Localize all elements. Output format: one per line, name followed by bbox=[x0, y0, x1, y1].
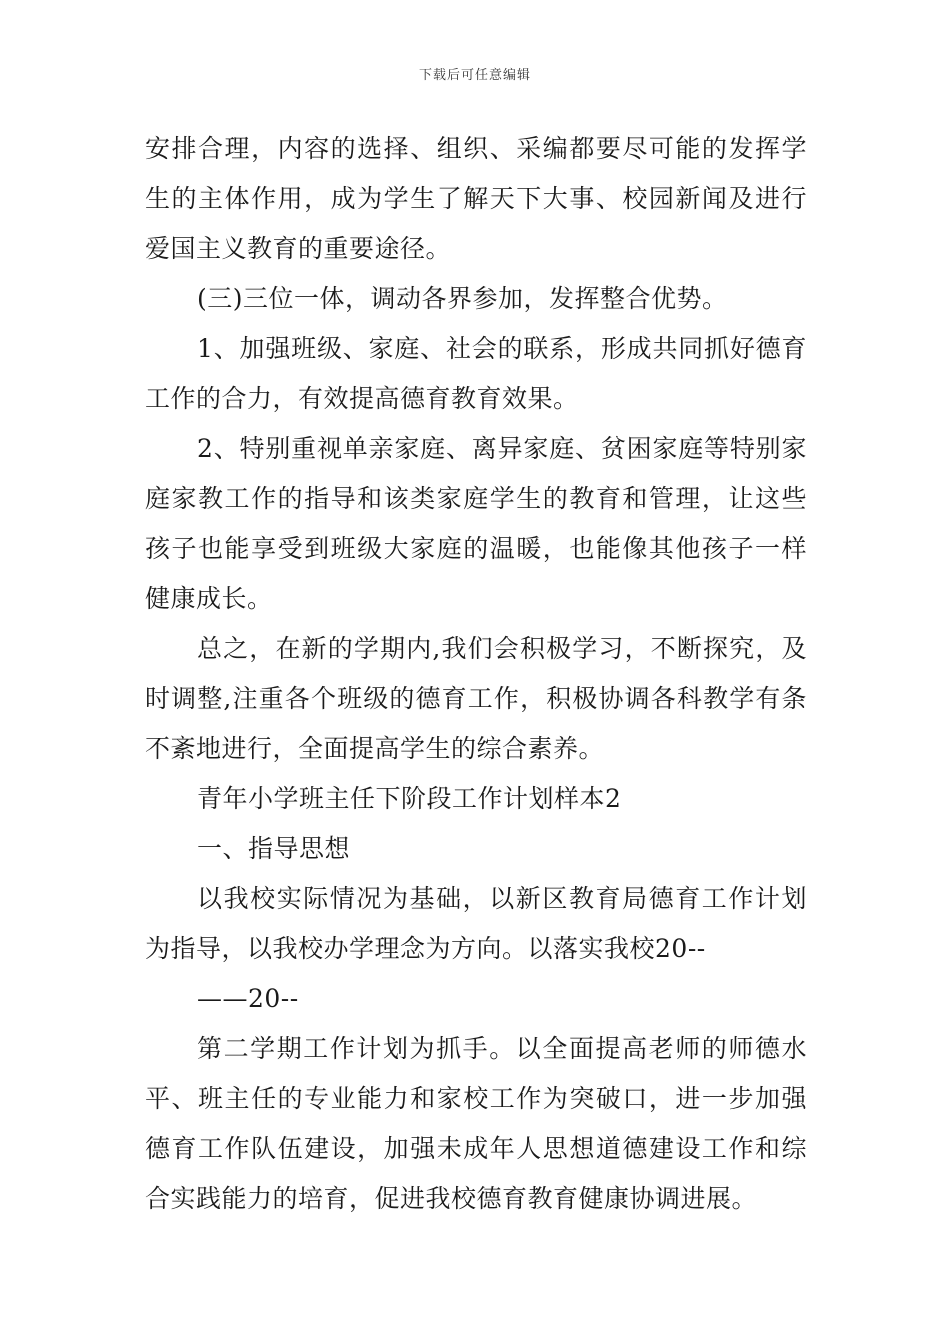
paragraph-5: 总之，在新的学期内,我们会积极学习，不断探究，及时调整,注重各个班级的德育工作，积极协调各科教学有条不紊地进行，全面提高学生的综合素养。 bbox=[145, 634, 807, 763]
paragraph-6: 以我校实际情况为基础，以新区教育局德育工作计划为指导，以我校办学理念为方向。以落实我校20-- bbox=[145, 884, 807, 963]
document-body bbox=[145, 124, 807, 1224]
subsection-heading: 一、指导思想 bbox=[197, 834, 351, 863]
paragraph-3: 1、加强班级、家庭、社会的联系，形成共同抓好德育工作的合力，有效提高德育教育效果。 bbox=[145, 334, 807, 413]
paragraph-2: (三)三位一体，调动各界参加，发挥整合优势。 bbox=[197, 284, 728, 313]
paragraph-1: 安排合理，内容的选择、组织、采编都要尽可能的发挥学生的主体作用，成为学生了解天下大事、校园新闻及进行爱国主义教育的重要途径。 bbox=[145, 134, 807, 263]
paragraph-4: 2、特别重视单亲家庭、离异家庭、贫困家庭等特别家庭家教工作的指导和该类家庭学生的教育和管理，让这些孩子也能享受到班级大家庭的温暖，也能像其他孩子一样健康成长。 bbox=[145, 434, 807, 613]
paragraph-7: ——20-- bbox=[197, 984, 299, 1013]
section-title: 青年小学班主任下阶段工作计划样本2 bbox=[197, 784, 622, 813]
page-header: 下载后可任意编辑 bbox=[418, 68, 531, 83]
paragraph-8: 第二学期工作计划为抓手。以全面提高老师的师德水平、班主任的专业能力和家校工作为突破口，进一步加强德育工作队伍建设，加强未成年人思想道德建设工作和综合实践能力的培育，促进我校德育教育健康协调进展。 bbox=[145, 1034, 807, 1213]
